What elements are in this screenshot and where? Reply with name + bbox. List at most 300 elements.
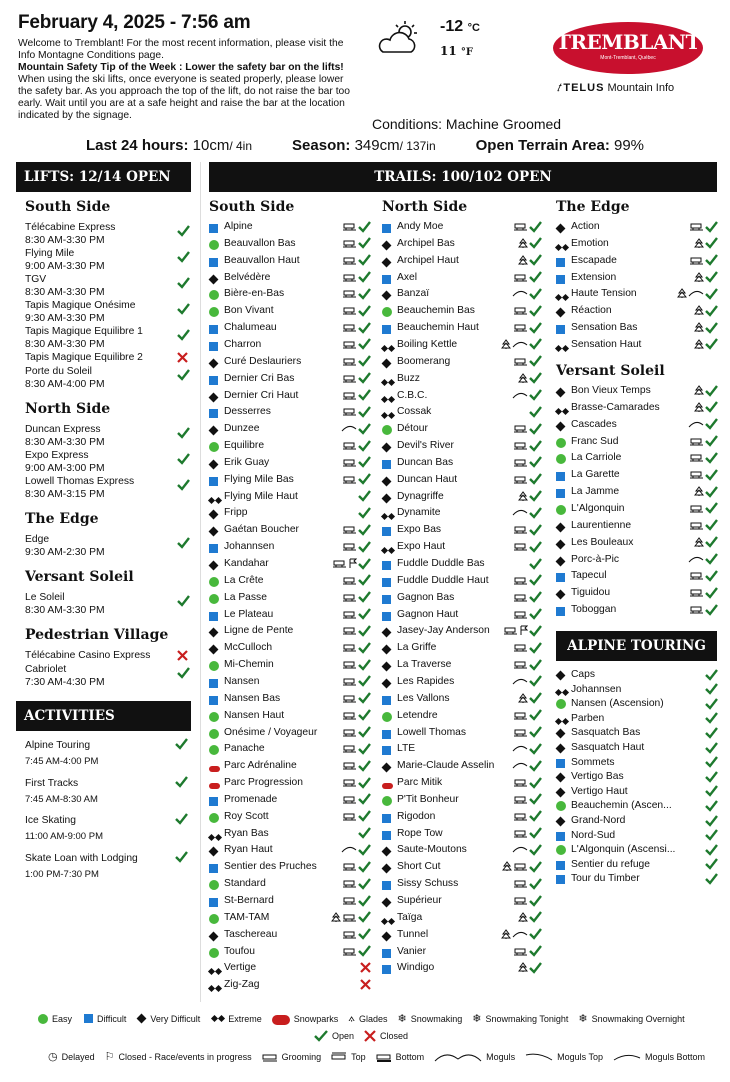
difficult-icon	[556, 273, 566, 283]
trail-item	[209, 791, 371, 808]
trail-item	[209, 740, 371, 757]
trail-indicators	[342, 389, 371, 402]
lift-hours: 8:30 AM-3:30 PM	[25, 235, 105, 246]
grooming-icon	[342, 743, 357, 754]
trail-name: Porc-à-Pic	[571, 553, 620, 565]
touring-status	[705, 829, 718, 842]
trail-indicators	[501, 928, 542, 941]
trail-name: Dunzee	[224, 423, 260, 435]
touring-item	[556, 711, 718, 726]
easy-icon	[209, 744, 219, 754]
trail-item	[556, 336, 718, 353]
trail-item	[209, 892, 371, 909]
trail-indicators	[689, 451, 718, 464]
activity-name: Skate Loan with Lodging	[25, 852, 138, 864]
open-check-icon	[358, 541, 371, 553]
trail-item	[209, 909, 371, 926]
trail-item	[209, 521, 371, 538]
grooming-icon	[689, 452, 704, 463]
grooming-icon	[513, 423, 528, 434]
open-check-icon	[358, 389, 371, 401]
trail-item	[209, 858, 371, 875]
safety-tip-title: Mountain Safety Tip of the Week : Lower the safety bar on the lifts!	[18, 62, 344, 73]
difficult-icon	[382, 458, 392, 468]
trail-indicators	[342, 608, 371, 621]
telus-brand: TELUS	[563, 82, 605, 94]
trail-indicators	[513, 641, 542, 654]
trail-indicators	[358, 827, 371, 840]
trail-item	[209, 504, 371, 521]
easy-icon	[382, 795, 392, 805]
lift-hours: 8:30 AM-3:30 PM	[25, 437, 105, 448]
lift-item	[25, 299, 195, 325]
open-check-icon	[529, 895, 542, 907]
trail-name: LTE	[397, 743, 416, 755]
very-difficult-icon	[556, 538, 566, 548]
trail-item	[209, 875, 371, 892]
trail-name: Ryan Bas	[224, 827, 269, 839]
trail-name: Promenade	[224, 793, 278, 805]
trail-name: Les Rapides	[397, 675, 455, 687]
activities-header: ACTIVITIES	[16, 701, 191, 731]
trail-item	[382, 269, 542, 286]
trail-name: Marie-Claude Asselin	[397, 760, 495, 772]
easy-icon	[209, 441, 219, 451]
extreme-icon	[556, 714, 566, 724]
snow-stats	[0, 137, 730, 159]
trail-item	[209, 387, 371, 404]
activity-status	[175, 813, 189, 827]
trail-item	[382, 403, 542, 420]
trail-indicators	[342, 726, 371, 739]
extreme-icon	[382, 340, 392, 350]
touring-name: Vertigo Bas	[571, 771, 624, 783]
touring-item	[556, 813, 718, 828]
difficult-icon	[556, 256, 566, 266]
trail-indicators	[513, 321, 542, 334]
touring-name: Nansen (Ascension)	[571, 698, 664, 710]
open-check-icon	[358, 237, 371, 249]
trail-indicators	[513, 877, 542, 890]
trail-item	[209, 336, 371, 353]
trail-indicators	[694, 384, 718, 397]
closed-x-icon	[177, 352, 188, 363]
snowmaking-tonight-icon: ❄	[472, 1013, 482, 1025]
lift-hours: 9:30 AM-3:30 PM	[25, 313, 105, 324]
open-check-icon	[314, 1030, 328, 1042]
touring-status	[705, 712, 718, 725]
trail-indicators	[342, 237, 371, 250]
trail-indicators	[342, 321, 371, 334]
trail-indicators	[342, 742, 371, 755]
trail-group-heading: Versant Soleil	[556, 363, 665, 379]
glades-icon	[518, 962, 528, 973]
trail-name: Buzz	[397, 372, 420, 384]
trail-item	[556, 601, 718, 618]
trail-item	[382, 420, 542, 437]
trail-item	[382, 791, 542, 808]
touring-item	[556, 696, 718, 711]
difficult-icon	[382, 610, 392, 620]
moguls-icon	[688, 419, 704, 430]
trail-name: Expo Bas	[397, 524, 442, 536]
activity-item	[25, 813, 195, 845]
lift-name: Expo Express	[25, 450, 89, 461]
easy-icon	[209, 306, 219, 316]
very-difficult-icon	[209, 458, 219, 468]
trail-indicators	[518, 372, 542, 385]
open-check-icon	[177, 667, 190, 679]
trail-name: Windigo	[397, 962, 435, 974]
open-check-icon	[705, 401, 718, 413]
trail-indicators	[689, 435, 718, 448]
legend-snowmaking-overnight: Snowmaking Overnight	[591, 1013, 685, 1024]
open-check-icon	[705, 221, 718, 233]
race-flag-icon: ⚐	[104, 1051, 115, 1063]
trail-name: Emotion	[571, 237, 609, 249]
trail-name: Saute-Moutons	[397, 844, 467, 856]
trail-item	[556, 399, 718, 416]
welcome-message: Welcome to Tremblant! For the most recent information, please visit the Info Montagne Conditions page.	[18, 38, 344, 61]
trail-item	[382, 319, 542, 336]
legend-extreme: Extreme	[228, 1013, 262, 1024]
trail-name: Haute Tension	[571, 288, 637, 300]
open-check-icon	[705, 669, 718, 681]
open-check-icon	[529, 406, 542, 418]
touring-item	[556, 842, 718, 857]
difficult-icon	[209, 407, 219, 417]
grooming-icon	[342, 356, 357, 367]
trail-indicators	[342, 860, 371, 873]
difficult-icon	[556, 571, 566, 581]
grooming-icon	[513, 524, 528, 535]
touring-item	[556, 682, 718, 697]
open-check-icon	[175, 738, 188, 750]
trail-indicators	[502, 860, 542, 873]
grooming-icon	[689, 520, 704, 531]
trail-item	[382, 656, 542, 673]
glades-icon	[518, 255, 528, 266]
glades-icon	[694, 238, 704, 249]
trail-item	[556, 416, 718, 433]
open-check-icon	[358, 372, 371, 384]
open-check-icon	[529, 642, 542, 654]
trail-name: Nansen	[224, 675, 260, 687]
very-difficult-icon	[209, 525, 219, 535]
trail-indicators	[513, 709, 542, 722]
season-label: Season:	[292, 137, 351, 154]
trail-item	[382, 724, 542, 741]
moguls-bottom-icon	[613, 1052, 641, 1062]
trail-indicators	[342, 304, 371, 317]
trail-indicators	[688, 418, 718, 431]
moguls-icon	[688, 288, 704, 299]
extreme-icon	[209, 980, 219, 990]
difficult-icon	[382, 694, 392, 704]
grooming-icon	[513, 727, 528, 738]
lift-item	[25, 423, 195, 449]
trail-indicators	[342, 624, 371, 637]
trail-name: Parc Adrénaline	[224, 760, 297, 772]
very-difficult-icon	[382, 289, 392, 299]
trail-group-heading: The Edge	[556, 199, 630, 215]
lifts-header: LIFTS: 12/14 OPEN	[16, 162, 191, 192]
trail-name: Parc Mitik	[397, 777, 443, 789]
trail-item	[382, 538, 542, 555]
open-check-icon	[529, 928, 542, 940]
trail-name: Short Cut	[397, 861, 441, 873]
trail-indicators	[342, 355, 371, 368]
trail-item	[556, 382, 718, 399]
open-check-icon	[705, 271, 718, 283]
grooming-icon	[342, 794, 357, 805]
open-check-icon	[705, 829, 718, 841]
difficult-icon	[556, 831, 566, 841]
trail-name: Supérieur	[397, 895, 442, 906]
closed-x-icon	[360, 979, 371, 990]
trail-item	[209, 690, 371, 707]
trail-indicators	[342, 372, 371, 385]
trail-item	[556, 534, 718, 551]
trail-name: Gaétan Boucher	[224, 524, 299, 536]
lift-name: Tapis Magique Onésime	[25, 300, 136, 311]
trail-indicators	[342, 439, 371, 452]
touring-name: Parben	[571, 712, 605, 724]
trail-item	[556, 252, 718, 269]
trail-indicators	[513, 355, 542, 368]
grooming-icon	[342, 474, 357, 485]
trail-name: Taïga	[397, 911, 423, 923]
trail-item	[209, 656, 371, 673]
open-check-icon	[358, 591, 371, 603]
open-check-icon	[529, 221, 542, 233]
trail-item	[209, 757, 371, 774]
open-check-icon	[177, 427, 190, 439]
trail-name: Beauchemin Bas	[397, 305, 475, 317]
very-difficult-icon	[209, 273, 219, 283]
trail-item	[382, 690, 542, 707]
trail-item	[382, 825, 542, 842]
glades-icon	[502, 861, 512, 872]
trail-item	[382, 504, 542, 521]
trail-indicators	[513, 894, 542, 907]
extreme-icon	[556, 685, 566, 695]
legend-bottom: Bottom	[395, 1051, 425, 1062]
touring-item	[556, 740, 718, 755]
trail-indicators	[512, 742, 542, 755]
difficult-icon	[209, 694, 219, 704]
trail-name: Desserres	[224, 406, 271, 418]
trail-item	[209, 319, 371, 336]
activity-name: Ice Skating	[25, 815, 76, 826]
open-check-icon	[177, 277, 190, 289]
open-check-icon	[705, 486, 718, 498]
trail-name: Flying Mile Haut	[224, 490, 298, 502]
open-check-icon	[358, 440, 371, 452]
trail-indicators	[513, 945, 542, 958]
grooming-icon	[689, 469, 704, 480]
trail-item	[382, 926, 542, 943]
trail-item	[382, 336, 542, 353]
very-difficult-icon	[382, 862, 392, 872]
snow-conditions: Conditions: Machine Groomed	[372, 116, 562, 132]
race-flag-icon	[348, 558, 357, 569]
very-difficult-icon	[137, 1014, 147, 1024]
telus-mark-icon: 𝑡	[557, 82, 561, 94]
trail-name: Archipel Haut	[397, 254, 459, 266]
open-check-icon	[358, 423, 371, 435]
open-check-icon	[358, 406, 371, 418]
moguls-icon	[512, 676, 528, 687]
open-check-icon	[705, 844, 718, 856]
open-check-icon	[529, 911, 542, 923]
touring-status	[705, 843, 718, 856]
trail-indicators	[513, 439, 542, 452]
lift-group-heading: North Side	[25, 401, 111, 417]
trail-name: Fuddle Duddle Haut	[397, 574, 489, 586]
easy-icon	[382, 306, 392, 316]
glades-icon	[694, 322, 704, 333]
moguls-icon	[512, 844, 528, 855]
lift-status	[177, 303, 191, 317]
grooming-icon	[689, 436, 704, 447]
open-check-icon	[705, 338, 718, 350]
trail-indicators	[518, 911, 542, 924]
trail-name: Nansen Bas	[224, 692, 281, 704]
trail-item	[382, 572, 542, 589]
trail-item	[209, 724, 371, 741]
trail-name: La Passe	[224, 591, 267, 603]
trail-indicators	[342, 894, 371, 907]
trail-indicators	[512, 675, 542, 688]
trail-item	[556, 500, 718, 517]
very-difficult-icon	[382, 896, 392, 906]
lift-name: Le Soleil	[25, 592, 65, 603]
easy-icon	[556, 699, 566, 709]
open-check-icon	[705, 712, 718, 724]
trail-item	[556, 584, 718, 601]
trail-item	[382, 521, 542, 538]
grooming-icon	[342, 727, 357, 738]
touring-item	[556, 667, 718, 682]
lift-name: Cabriolet	[25, 664, 67, 675]
open-check-icon	[529, 793, 542, 805]
grooming-icon	[513, 356, 528, 367]
trail-indicators	[513, 810, 542, 823]
very-difficult-icon	[209, 424, 219, 434]
temp-f-value: 11	[440, 44, 457, 58]
grooming-icon	[342, 272, 357, 283]
trail-indicators	[501, 338, 542, 351]
lift-hours: 8:30 AM-3:30 PM	[25, 605, 105, 616]
very-difficult-icon	[556, 555, 566, 565]
touring-status	[705, 799, 718, 812]
trail-name: Archipel Bas	[397, 237, 455, 249]
open-check-icon	[358, 945, 371, 957]
difficult-icon	[209, 222, 219, 232]
trail-item	[209, 403, 371, 420]
trail-name: Cossak	[397, 406, 432, 418]
trail-name: C.B.C.	[397, 389, 428, 401]
legend-closed-race: Closed - Race/events in progress	[118, 1051, 252, 1062]
trail-item	[556, 302, 718, 319]
glades-icon	[518, 912, 528, 923]
very-difficult-icon	[209, 391, 219, 401]
activity-item	[25, 738, 195, 770]
touring-status	[705, 814, 718, 827]
snowpark-icon	[382, 778, 392, 788]
very-difficult-icon	[556, 670, 566, 680]
trail-item	[382, 285, 542, 302]
open-check-icon	[358, 338, 371, 350]
activity-status	[175, 776, 189, 790]
trail-name: Ligne de Pente	[224, 625, 294, 637]
grooming-icon	[342, 288, 357, 299]
lift-item	[25, 475, 195, 501]
trail-item	[382, 353, 542, 370]
difficult-icon	[556, 470, 566, 480]
stat-open-terrain	[476, 137, 644, 159]
difficult-icon	[382, 744, 392, 754]
grooming-icon	[342, 592, 357, 603]
open-check-icon	[358, 271, 371, 283]
closed-x-icon	[364, 1030, 376, 1042]
trail-item	[209, 976, 371, 993]
touring-status	[705, 683, 718, 696]
trail-name: Taschereau	[224, 928, 278, 940]
trail-indicators	[689, 586, 718, 599]
grooming-icon	[513, 659, 528, 670]
open-check-icon	[529, 271, 542, 283]
open-check-icon	[177, 369, 190, 381]
very-difficult-icon	[556, 386, 566, 396]
difficult-icon	[556, 860, 566, 870]
trail-indicators	[518, 490, 542, 503]
trail-indicators	[342, 254, 371, 267]
trail-indicators	[512, 843, 542, 856]
glades-icon: ⟑	[348, 1012, 355, 1024]
touring-item	[556, 828, 718, 843]
snowmaking-icon: ❄	[397, 1013, 407, 1025]
legend-delayed: Delayed	[61, 1051, 95, 1062]
grooming-icon	[513, 592, 528, 603]
grooming-icon	[513, 440, 528, 451]
open-check-icon	[705, 435, 718, 447]
moguls-icon	[341, 844, 357, 855]
touring-item	[556, 871, 718, 886]
trail-name: Expo Haut	[397, 541, 446, 553]
difficult-icon	[382, 879, 392, 889]
lift-status	[177, 329, 191, 343]
touring-status	[705, 726, 718, 739]
trail-name: Les Vallons	[397, 692, 450, 704]
very-difficult-icon	[382, 239, 392, 249]
open-check-icon	[705, 322, 718, 334]
open-check-icon	[529, 861, 542, 873]
trail-name: L'Algonquin	[571, 502, 625, 514]
open-check-icon	[529, 777, 542, 789]
trail-name: Andy Moe	[397, 221, 444, 232]
telus-mountain-info	[557, 82, 674, 95]
open-check-icon	[529, 625, 542, 637]
open-check-icon	[705, 698, 718, 710]
trail-name: Extension	[571, 271, 617, 283]
trail-indicators	[694, 321, 718, 334]
trail-indicators	[513, 456, 542, 469]
trail-item	[209, 639, 371, 656]
grooming-icon	[513, 946, 528, 957]
very-difficult-icon	[382, 441, 392, 451]
